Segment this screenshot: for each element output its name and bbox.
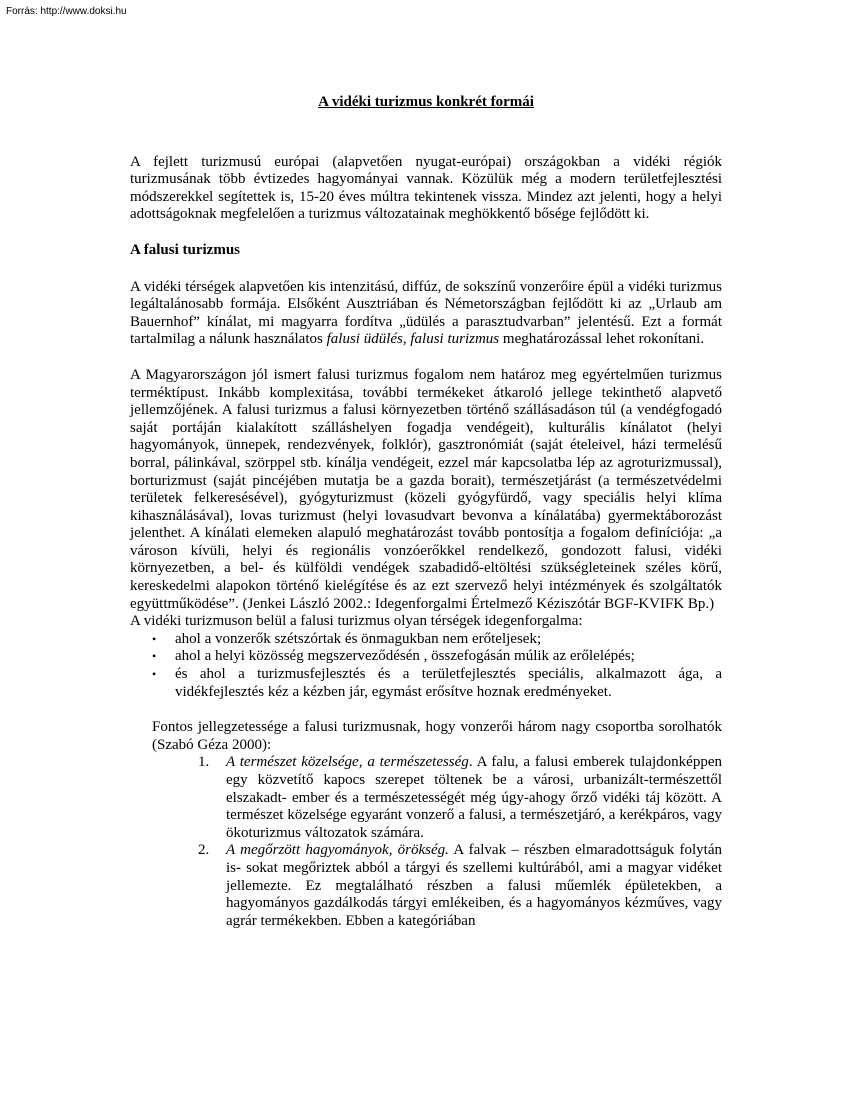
para1-comma: , [402, 331, 411, 348]
intro-paragraph: A fejlett turizmusú európai (alapvetően nyugat-európai) országokban a vidéki régiók turizmusának több évtizedes hagyományai vannak. Közülük még a modern területfejlesztési módszerekkel segítettek is, 15-20 éves múltra tekintenek vissza. Mindez azt jelenti, hogy a helyi adottságoknak megfelelően a turizmus változatainak meghökkentő bősége fejlődött ki. [130, 153, 722, 223]
list-item-text: ahol a vonzerők szétszórtak és önmagukban nem erőteljesek; [175, 630, 542, 647]
groups-intro: Fontos jellegzetessége a falusi turizmusnak, hogy vonzerői három nagy csoportba sorolhatók (Szabó Géza 2000): [152, 719, 722, 753]
para1-italic-falusi-udules: falusi üdülés [326, 331, 403, 348]
para1-text: A vidéki térségek alapvetően kis intenzitású, diffúz, de sokszínű vonzerőire épül a vidéki turizmus legáltalánosabb formája. Elsőként Ausztriában és Németországban fejlődött ki az „Urlaub am Bauernhof” kínálat, mi magyarra fordítva „üdülés a parasztudvarban” jelentésű. Ezt a formát tartalmilag a nálunk használatos [130, 278, 722, 348]
list-number: 2. [198, 842, 210, 859]
list-item [130, 666, 722, 701]
group-text: . A falu, a falusi emberek tulajdonképpen egy közvetítő kapocs szerepet töltenek be a városi, urbanizált-természettől elszakadt- ember és a természetességét még úgy-ahogy őrző vidéki táj között. A természet közelsége egyaránt vonzerő a falusi, a természetjáró, a kerékpáros, vagy ökoturizmus változatok számára. [226, 754, 722, 841]
document-body [130, 94, 722, 930]
list-item [130, 648, 722, 666]
list-item-text: és ahol a turizmusfejlesztés és a területfejlesztés speciális, alkalmazott ága, a vidékfejlesztés kéz a kézben jár, egymást erősítve hoznak eredményeket. [175, 666, 722, 700]
list-item [130, 754, 722, 842]
bullet-icon: • [152, 649, 157, 664]
list-item [130, 631, 722, 649]
list-item [130, 842, 722, 930]
bullet-icon: • [152, 631, 157, 646]
page-title: A vidéki turizmus konkrét formái [318, 94, 534, 110]
list-item-text: ahol a helyi közösség megszerveződésén , összefogásán múlik az erőlelépés; [175, 648, 635, 665]
group-title: A megőrzött hagyományok, örökség. [226, 842, 449, 859]
paragraph-magyarorszag: A Magyarországon jól ismert falusi turizmus fogalom nem határoz meg egyértelműen turizmus terméktípust. Inkább komplexitása, további termékeket átkaroló jellege tekinthető alapvető jellemzőjének. A falusi turizmus a falusi környezetben történő szállásadáson túl (a vendégfogadó saját portáján kialakított szálláshelyen fogadja vendégeit), kulturális kínálatot (helyi hagyományok, ünnepek, rendezvények, folklór), gasztronómiát (saját ételeivel, házi termelésű borral, pálinkával, szörppel stb. kínálja vendégeit, ezzel már kapcsolatba lép az agroturizmussal), borturizmust (saját pincéjében mutatja be a gazda borait), természetjárást (a természetvédelmi területek felkeresésével), gyógyturizmust (közeli gyógyfürdő, vagy speciális helyi klíma kihasználásával), lovas turizmust (helyi lovasudvart bevonva a kínálatába) gyermektáborozást jelenthet. A kínálati elemeken alapuló meghatározást tovább pontosítja a fogalom definíciója: „a városon kívüli, helyi és regionális vonzóerőkkel rendelkező, gondozott falusi, vidéki környezetben, a bel- és külföldi vendégek szabadidő-eltöltési szükségleteinek széles körű, kereskedelmi alapokon történő kielégítése és az ezt szervező helyi intézmények és szolgáltatók együttműködése”. (Jenkei László 2002.: Idegenforgalmi Értelmező Kéziszótár BGF-KVIFK Bp.) [130, 366, 722, 612]
para1-text-end: meghatározással lehet rokonítani. [499, 331, 705, 348]
group-text: A falvak – részben elmaradottságuk folytán is- sokat megőriztek abból a tárgyi és szellemi kultúrából, ami a magyar vidéket jellemezte. Ez megtalálható részben a falusi műemlék épületekben, a hagyományos gazdálkodás tárgyi emlékeiben, és a hagyományos kézműves, vagy agrár termékekben. Ebben a kategóriában [226, 842, 722, 929]
group-title: A természet közelsége, a természetesség [226, 754, 469, 771]
section-heading: A falusi turizmus [130, 241, 241, 258]
paragraph-falusi-definition [130, 279, 722, 349]
bullet-icon: • [152, 667, 157, 682]
source-label: Forrás: http://www.doksi.hu [6, 6, 127, 17]
para1-italic-falusi-turizmus: falusi turizmus [410, 331, 500, 348]
bullet-list [130, 631, 722, 701]
list-number: 1. [198, 754, 210, 771]
list-intro: A vidéki turizmuson belül a falusi turizmus olyan térségek idegenforgalma: [130, 613, 583, 630]
numbered-list [130, 754, 722, 930]
